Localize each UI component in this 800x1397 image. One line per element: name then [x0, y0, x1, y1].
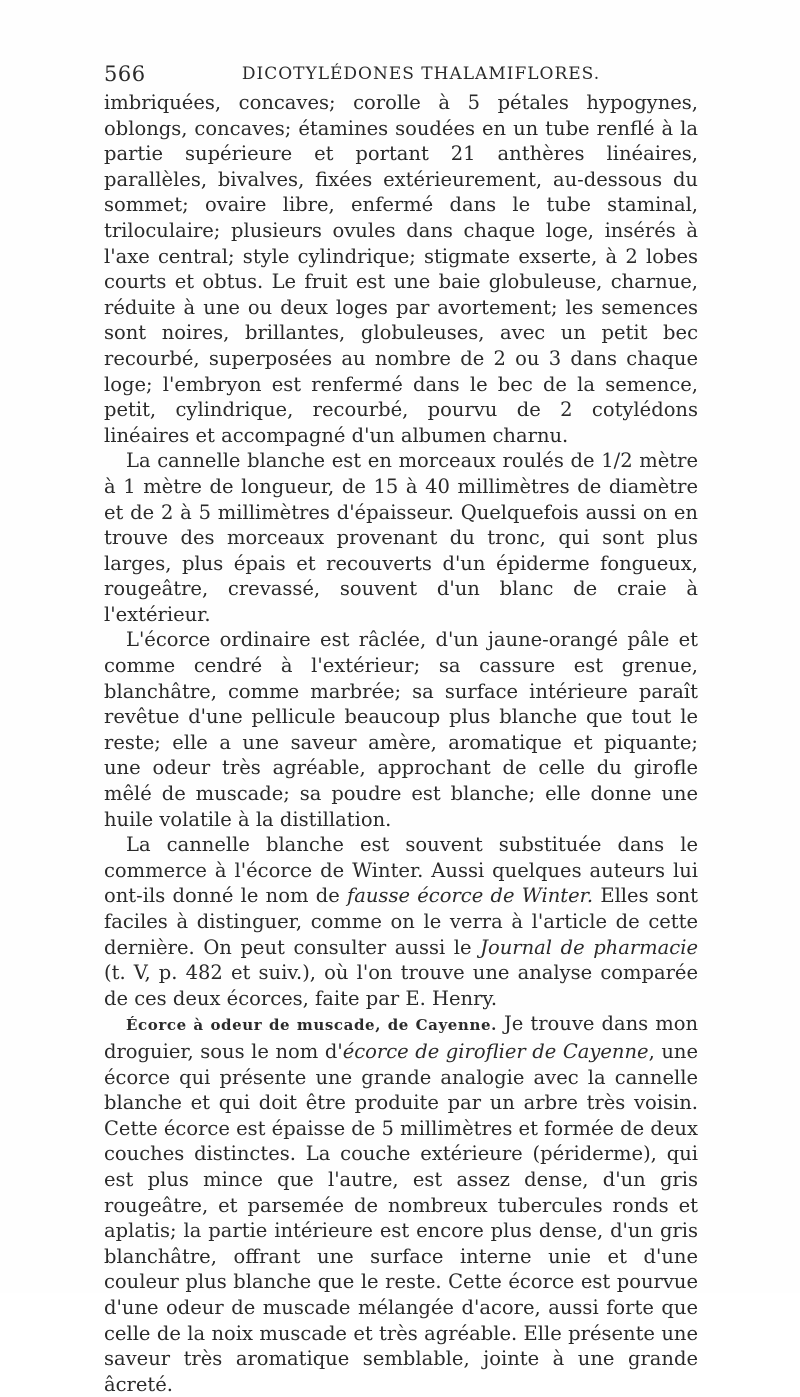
paragraph-text: L'écorce ordinaire est râclée, d'un jaune-orangé pâle et comme cendré à l'extérieur; sa cassure est grenue, blanchâtre, comme marbrée; sa surface intérieure paraît revêtue d'une pellicule beaucoup plus blanche que tout le reste; elle a une saveur amère, aromatique et piquante; une odeur très agréable, approchant de celle du girofle mêlé de muscade; sa poudre est blanche; elle donne une huile volatile à la distillation.: [104, 628, 698, 831]
paragraph-text: La cannelle blanche est en morceaux roulés de 1/2 mètre à 1 mètre de longueur, de 15 à 40 millimètres de diamètre et de 2 à 5 millimètres d'épaisseur. Quelquefois aussi on en trouve des morceaux provenant du tronc, qui sont plus larges, plus épais et recouverts d'un épiderme fongueux, rougeâtre, crevassé, souvent d'un blanc de craie à l'extérieur.: [104, 449, 698, 626]
paragraph-text: imbriquées, concaves; corolle à 5 pétales hypogynes, oblongs, concaves; étamines soudées en un tube renflé à la partie supérieure et portant 21 anthères linéaires, parallèles, bivalves, fixées extérieurement, au-dessous du sommet; ovaire libre, enfermé dans le tube staminal, triloculaire; plusieurs ovules dans chaque loge, insérés à l'axe central; style cylindrique; stigmate exserte, à 2 lobes courts et obtus. Le fruit est une baie globuleuse, charnue, réduite à une ou deux loges par avortement; les semences sont noires, brillantes, globuleuses, avec un petit bec recourbé, superposées au nombre de 2 ou 3 dans chaque loge; l'embryon est renfermé dans le bec de la semence, petit, cylindrique, recourbé, pourvu de 2 cotylédons linéaires et accompagné d'un albumen charnu.: [104, 91, 698, 447]
italic-term: écorce de giroflier de Cayenne: [342, 1039, 649, 1063]
running-title: DICOTYLÉDONES THALAMIFLORES.: [241, 64, 601, 84]
journal-title: Journal de pharmacie: [480, 935, 698, 959]
paragraph-text: La cannelle blanche est souvent substituée dans le commerce à l'écorce de Winter. Aussi quelques auteurs lui ont-ils donné le nom de: [104, 833, 698, 908]
running-head: [104, 62, 698, 92]
italic-term: fausse écorce de Winter.: [347, 884, 594, 908]
body-text: [104, 90, 698, 1397]
paragraph-text: Elles sont faciles à distinguer, comme on le verra à l'article de cette dernière. On peut consulter aussi le: [104, 884, 699, 959]
paragraph-continued: [104, 90, 698, 448]
paragraph-winter-bark: [104, 832, 698, 1011]
section-heading: Écorce à odeur de muscade, de Cayenne.: [126, 1016, 497, 1035]
paragraph-text: (t. V, p. 482 et suiv.), où l'on trouve une analyse comparée de ces deux écorces, faite par E. Henry.: [104, 961, 698, 1010]
paragraph-text: Je trouve dans mon droguier, sous le nom d': [104, 1012, 698, 1063]
paragraph-text: , une écorce qui présente une grande analogie avec la cannelle blanche et qui doit être produite par un arbre très voisin. Cette écorce est épaisse de 5 millimètres et formée de deux couches distinctes. La couche extérieure (périderme), qui est plus mince que l'autre, est assez dense, d'un gris rougeâtre, et parsemée de nombreux tubercules ronds et aplatis; la partie intérieure est encore plus dense, d'un gris blanchâtre, offrant une surface interne unie et d'une couleur plus blanche que le reste. Cette écorce est pourvue d'une odeur de muscade mélangée d'acore, aussi forte que celle de la noix muscade et très agréable. Elle présente une saveur très aromatique semblable, jointe à une grande âcreté.: [104, 1039, 699, 1396]
paragraph-ordinary-bark: [104, 627, 698, 832]
paragraph-white-cinnamon-pieces: [104, 448, 698, 627]
paragraph-nutmeg-bark: [104, 1011, 698, 1397]
page-number: 566: [104, 62, 146, 86]
